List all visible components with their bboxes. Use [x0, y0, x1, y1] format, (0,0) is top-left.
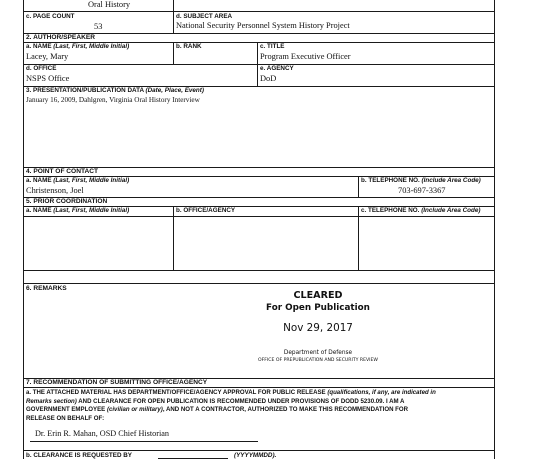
contact-name-label: a. NAME (Last, First, Middle Initial) — [26, 177, 130, 184]
column-divider — [173, 206, 174, 270]
section-5-header: 5. PRIOR COORDINATION — [26, 198, 108, 205]
stamp-open-publication: For Open Publication — [266, 303, 370, 313]
section-2-header: 2. AUTHOR/SPEAKER — [26, 34, 95, 41]
row-line — [23, 387, 495, 388]
author-name-value: Lacey, Mary — [26, 52, 69, 61]
author-agency-label: e. AGENCY — [260, 65, 294, 72]
contact-phone-label: b. TELEPHONE NO. (Include Area Code) — [361, 177, 481, 184]
statement-line: RELEASE ON BEHALF OF: — [26, 414, 105, 422]
rank-label: b. RANK — [176, 43, 202, 50]
form-right-border — [494, 0, 495, 459]
page-count-label: c. PAGE COUNT — [26, 13, 75, 20]
stamp-cleared: CLEARED — [293, 290, 343, 301]
coordination-phone-label: c. TELEPHONE NO. (Include Area Code) — [361, 207, 481, 214]
form-left-border — [23, 0, 24, 459]
column-divider — [173, 42, 174, 64]
clearance-requested-label: b. CLEARANCE IS REQUESTED BY — [26, 452, 133, 459]
author-office-value: NSPS Office — [26, 74, 70, 83]
author-agency-value: DoD — [260, 74, 277, 83]
row-line — [23, 216, 495, 217]
statement-line: a. THE ATTACHED MATERIAL HAS DEPARTMENT/OFFICE/AGENCY APPROVAL FOR PUBLIC RELEASE (qualifications, if any, are indicated in — [26, 389, 436, 396]
coordination-office-label: b. OFFICE/AGENCY — [176, 207, 236, 214]
section-4-header: 4. POINT OF CONTACT — [26, 168, 99, 175]
date-format-hint: (YYYYMMDD). — [234, 452, 277, 459]
column-divider — [173, 11, 174, 33]
section-3-header: 3. PRESENTATION/PUBLICATION DATA (Date, Place, Event) — [26, 87, 204, 94]
row-line — [23, 64, 495, 65]
presentation-data-value: January 16, 2009, Dahlgren, Virginia Oral History Interview — [26, 96, 200, 104]
section-6-header: 6. REMARKS — [26, 285, 67, 292]
column-divider — [358, 176, 359, 197]
top-row-divider — [173, 0, 174, 11]
row-line — [23, 11, 495, 12]
contact-phone-value: 703-697-3367 — [398, 186, 446, 195]
row-line — [23, 450, 495, 451]
author-title-label: c. TITLE — [260, 43, 285, 50]
subject-area-label: d. SUBJECT AREA — [176, 13, 233, 20]
signature-line — [30, 441, 258, 442]
author-title-value: Program Executive Officer — [260, 52, 351, 61]
author-name-label: a. NAME (Last, First, Middle Initial) — [26, 43, 130, 50]
statement-line: GOVERNMENT EMPLOYEE (civilian or military), AND NOT A CONTRACTOR, AUTHORIZED TO MAKE THIS RECOMMENDATION FOR — [26, 406, 409, 414]
contact-name-value: Christenson, Joel — [26, 186, 84, 195]
row-line — [23, 270, 495, 271]
author-office-label: d. OFFICE — [26, 65, 57, 72]
row-line — [23, 283, 495, 284]
stamp-date: Nov 29, 2017 — [283, 322, 353, 334]
stamp-department: Department of Defense — [283, 350, 353, 356]
coordination-name-label: a. NAME (Last, First, Middle Initial) — [26, 207, 130, 214]
section-7-header: 7. RECOMMENDATION OF SUBMITTING OFFICE/AGENCY — [26, 379, 208, 386]
recommendation-statement — [26, 389, 492, 423]
stamp-office: OFFICE OF PREPUBLICATION AND SECURITY REVIEW — [258, 358, 378, 363]
subject-area-value: National Security Personnel System History Project — [176, 21, 350, 30]
statement-line: Remarks section) AND CLEARANCE FOR OPEN PUBLICATION IS RECOMMENDED UNDER PROVISIONS OF DODD 5230.09. I AM A — [26, 397, 405, 405]
column-divider — [358, 206, 359, 270]
top-title-value: Oral History — [88, 0, 131, 9]
page-count-value: 53 — [94, 22, 103, 31]
clearance-stamp — [218, 288, 418, 372]
signer-name: Dr. Erin R. Mahan, OSD Chief Historian — [35, 429, 169, 438]
